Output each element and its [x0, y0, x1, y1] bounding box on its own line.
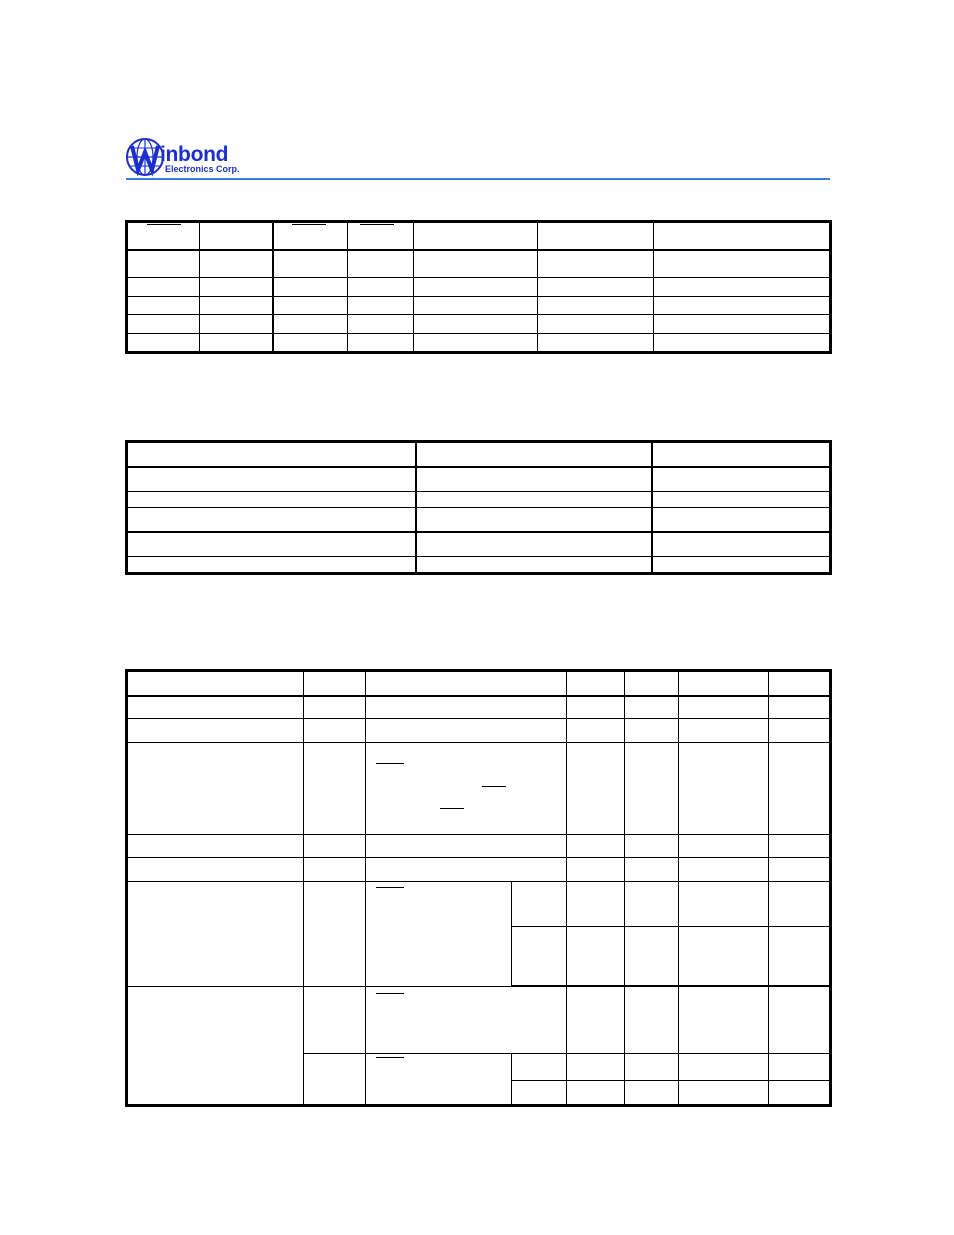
table-row — [128, 672, 830, 696]
overline-mark — [147, 224, 181, 225]
table-row — [128, 986, 830, 1053]
table-row — [128, 696, 830, 719]
overline-mark — [376, 1057, 404, 1058]
overline-mark — [376, 887, 404, 888]
table-row — [128, 719, 830, 742]
table-row — [128, 296, 830, 314]
table-row — [128, 556, 830, 572]
table-row — [128, 858, 830, 881]
header-rule — [126, 178, 830, 180]
overline-mark — [440, 808, 464, 809]
table-2 — [125, 440, 832, 575]
table-row — [128, 742, 830, 835]
table-row — [128, 881, 830, 926]
table-row — [128, 278, 830, 296]
table-1 — [125, 220, 832, 354]
table-row — [128, 467, 830, 491]
overline-mark — [482, 786, 506, 787]
table-row — [128, 223, 830, 251]
table-row — [128, 491, 830, 507]
table-row — [128, 443, 830, 467]
overline-mark — [376, 763, 404, 764]
brand-subtitle: Electronics Corp. — [165, 164, 240, 174]
table-row — [128, 333, 830, 351]
table-row — [128, 532, 830, 556]
overline-mark — [376, 993, 404, 994]
table-row — [128, 315, 830, 333]
overline-mark — [292, 224, 326, 225]
overline-mark — [360, 224, 394, 225]
table-3 — [125, 669, 832, 1107]
table-row — [128, 250, 830, 278]
table-row — [128, 508, 830, 532]
brand-name: inbond — [160, 143, 229, 166]
table-row — [128, 835, 830, 858]
company-logo — [126, 138, 256, 180]
